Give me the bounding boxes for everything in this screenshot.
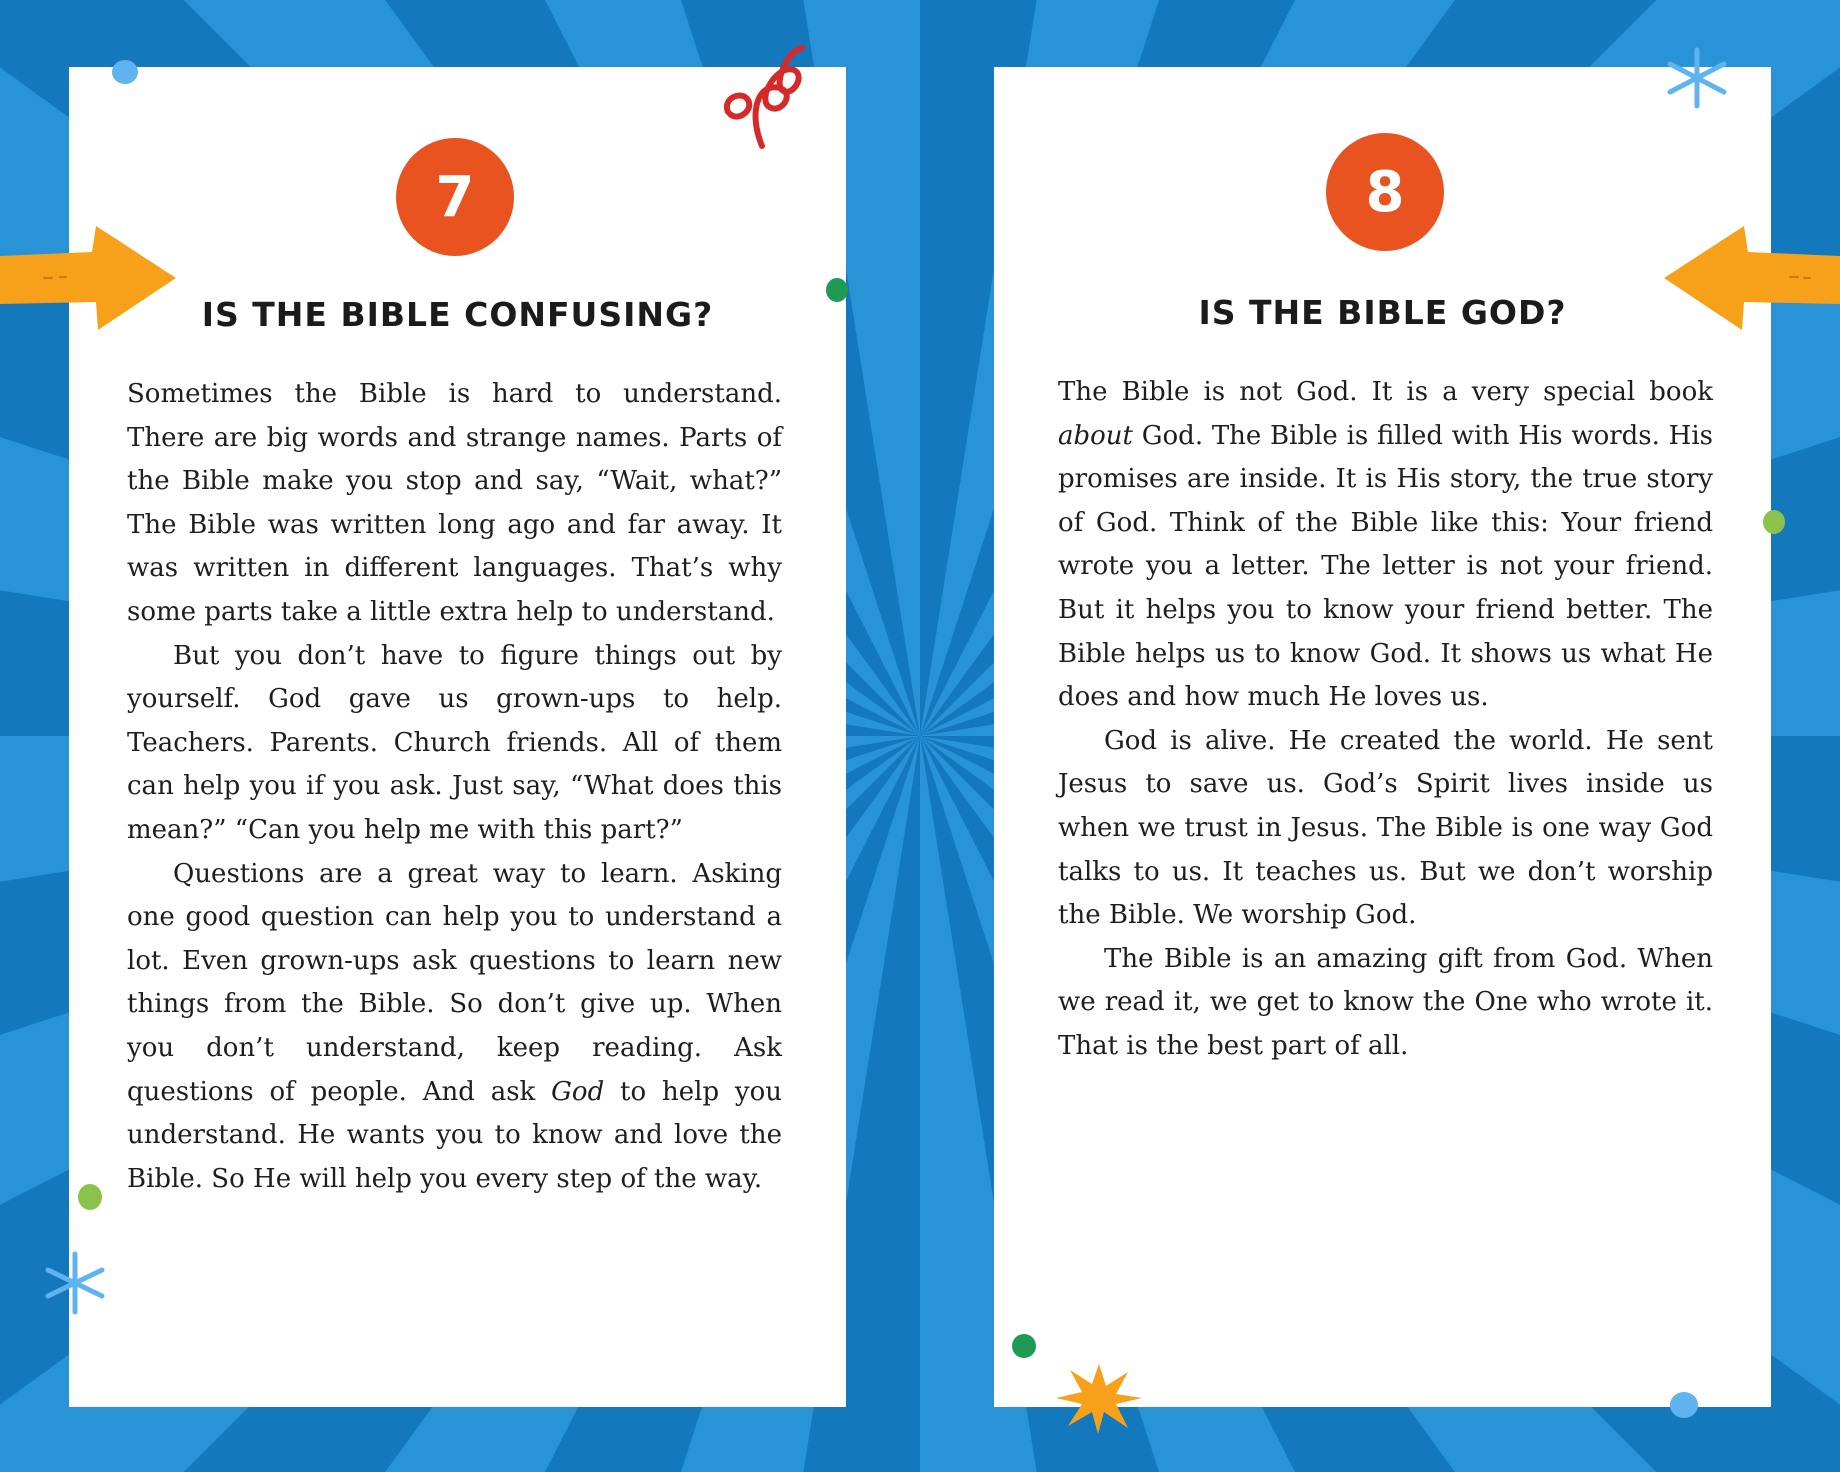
dot-icon	[1012, 1334, 1036, 1358]
paragraph	[127, 853, 782, 1202]
paragraph: The Bible is an amazing gift from God. When we read it, we get to know the One who wrote it. That is the best part of all.	[1058, 943, 1713, 1061]
squiggle-icon	[718, 42, 806, 152]
page-heading: IS THE BIBLE CONFUSING?	[201, 295, 714, 334]
right-page	[994, 67, 1771, 1407]
paragraph: Sometimes the Bible is hard to understand. There are big words and strange names. Parts of the Bible make you stop and say, “Wait, what?” The Bible was written long ago and far away. It was written in different languages. That’s why some parts take a little extra help to understand.	[127, 379, 782, 627]
snowflake-icon	[40, 1248, 110, 1318]
dot-icon	[826, 278, 848, 302]
page-number-badge: 8	[1326, 133, 1444, 251]
text-segment: God. The Bible is filled with His words. His promises are inside. It is His story, the true story of God. Think of the Bible like this: Your friend wrote you a letter. The letter is not your friend. But it helps you to know your friend better. The Bible helps us to know God. It shows us what He does and how much He loves us.	[1058, 420, 1713, 713]
paragraph: God is alive. He created the world. He sent Jesus to save us. God’s Spirit lives inside us when we trust in Jesus. The Bible is one way God talks to us. It teaches us. But we don’t worship the Bible. We worship God.	[1058, 725, 1713, 931]
dot-icon	[1670, 1392, 1698, 1418]
body-text	[1058, 371, 1713, 1069]
star-icon	[1054, 1362, 1144, 1434]
italic-text: God	[551, 1076, 605, 1107]
body-text	[127, 373, 782, 1201]
snowflake-icon	[1662, 46, 1732, 110]
dot-icon	[112, 60, 138, 84]
italic-text: about	[1058, 420, 1133, 451]
text-segment: to help you understand. He wants you to know and love the Bible. So He will help you every step of the way.	[127, 1076, 783, 1194]
arrow-left-icon	[1662, 222, 1840, 334]
dot-icon	[78, 1184, 102, 1210]
paragraph	[1058, 371, 1713, 720]
arrow-right-icon	[0, 222, 180, 334]
text-segment: The Bible is not God. It is a very special book	[1058, 377, 1713, 407]
left-page	[69, 67, 846, 1407]
text-segment: Questions are a great way to learn. Asking one good question can help you to understand a lot. Even grown-ups ask questions to learn new things from the Bible. So don’t give up. When you don’t understand, keep reading. Ask questions of people. And ask	[127, 858, 782, 1107]
page-heading: IS THE BIBLE GOD?	[1198, 293, 1567, 332]
paragraph: But you don’t have to figure things out by yourself. God gave us grown-ups to help. Teachers. Parents. Church friends. All of them can help you if you ask. Just say, “What does this mean?” “Can you help me with this part?”	[127, 640, 782, 845]
page-number-badge: 7	[396, 138, 514, 256]
dot-icon	[1763, 510, 1785, 534]
